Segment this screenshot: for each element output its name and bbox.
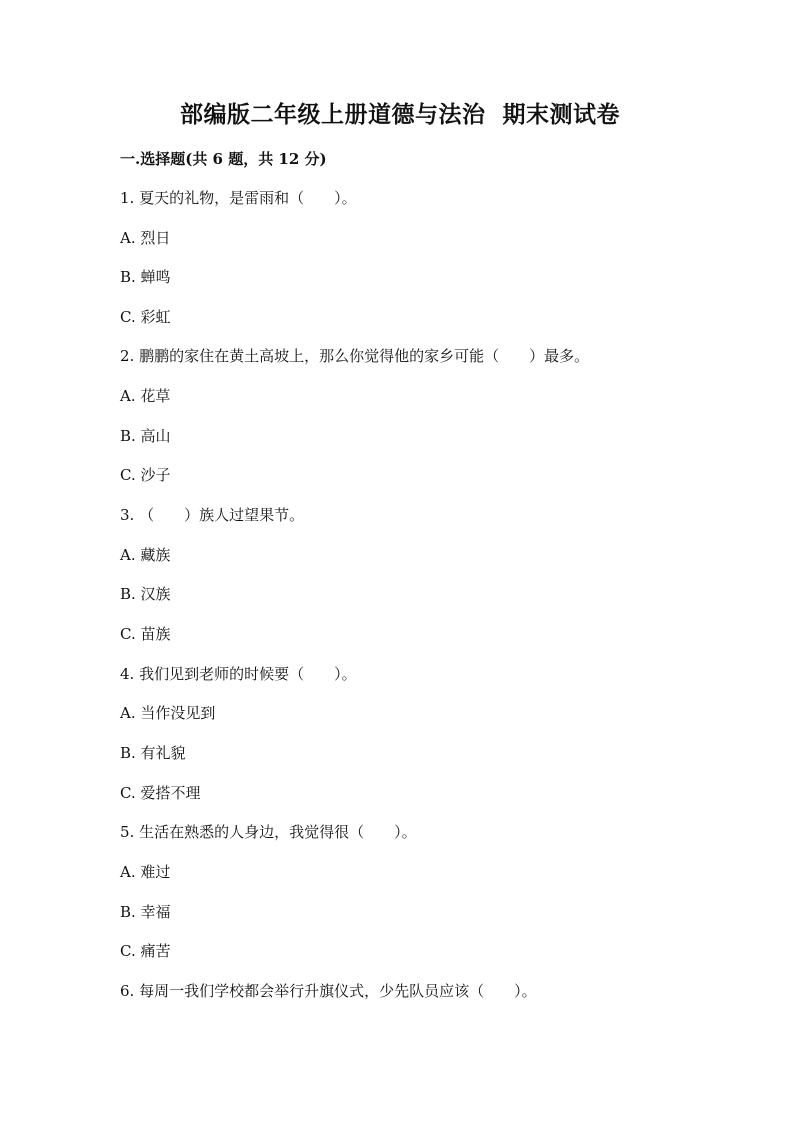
option-2a: A. 花草 [120, 387, 171, 405]
option-3b: B. 汉族 [120, 585, 171, 603]
section-heading: 一.选择题(共 6 题，共 12 分) [120, 150, 327, 168]
option-5b: B. 幸福 [120, 903, 171, 921]
question-stem-2: 2. 鹏鹏的家住在黄土高坡上，那么你觉得他的家乡可能（ ）最多。 [120, 347, 590, 365]
option-3a: A. 藏族 [120, 546, 171, 564]
option-2b: B. 高山 [120, 427, 171, 445]
option-1c: C. 彩虹 [120, 308, 171, 326]
option-3c: C. 苗族 [120, 625, 171, 643]
page-title: 部编版二年级上册道德与法治 期末测试卷 [179, 101, 620, 128]
option-5a: A. 难过 [120, 863, 171, 881]
question-stem-1: 1. 夏天的礼物，是雷雨和（ ）。 [120, 189, 357, 207]
option-5c: C. 痛苦 [120, 942, 171, 960]
question-stem-6: 6. 每周一我们学校都会举行升旗仪式，少先队员应该（ ）。 [120, 982, 537, 1000]
question-stem-3: 3. （ ）族人过望果节。 [120, 506, 305, 524]
option-1b: B. 蝉鸣 [120, 268, 171, 286]
option-4b: B. 有礼貌 [120, 744, 186, 762]
option-1a: A. 烈日 [120, 229, 171, 247]
option-2c: C. 沙子 [120, 466, 171, 484]
question-stem-5: 5. 生活在熟悉的人身边，我觉得很（ ）。 [120, 823, 417, 841]
question-stem-4: 4. 我们见到老师的时候要（ ）。 [120, 665, 357, 683]
option-4a: A. 当作没见到 [120, 704, 216, 722]
option-4c: C. 爱搭不理 [120, 784, 201, 802]
